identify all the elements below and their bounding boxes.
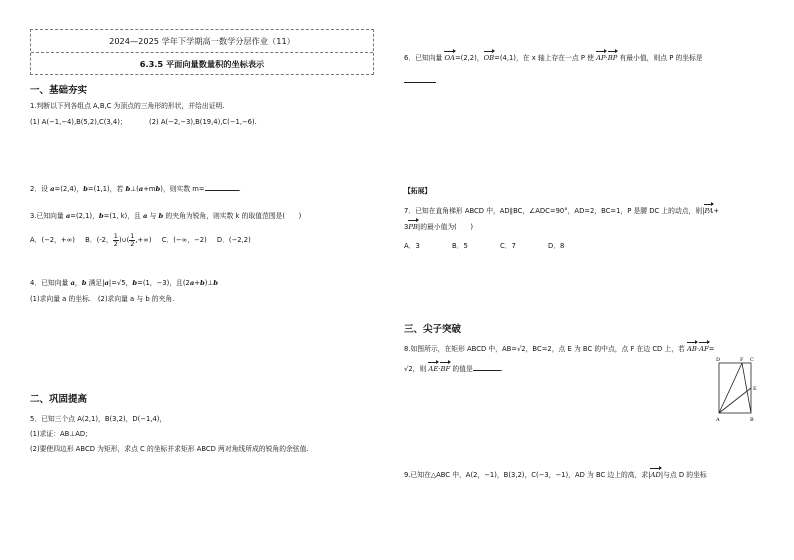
question-7-stem-2	[404, 222, 473, 232]
q2-text: =(2,4)，	[54, 185, 84, 193]
question-9	[404, 470, 707, 480]
q2-text: +m	[143, 185, 156, 193]
vector-a: a	[65, 212, 71, 220]
q2-text: =(1,1)，若	[87, 185, 126, 193]
sqrt-5: √5	[116, 279, 126, 287]
q7-text: 7．已知在直角梯形 ABCD 中，AD∥BC，∠ADC=90°，AD=2，BC=1，P 是腰 DC 上的动点，则|	[404, 207, 705, 215]
answer-blank[interactable]	[205, 183, 239, 191]
vector-b: b	[199, 279, 205, 287]
label-a: A	[716, 417, 720, 423]
question-5-part-1: (1)求证：AB⊥AD；	[30, 430, 92, 438]
vector-bf: BF	[440, 365, 451, 373]
q3-text: =(2,1)，	[70, 212, 99, 220]
vector-b: b	[81, 279, 87, 287]
q7-text: 3	[404, 223, 409, 231]
q3-text: 的夹角为锐角，则实数 k 的取值范围是( )	[163, 212, 302, 220]
question-7-options	[404, 241, 596, 251]
question-1-stem: 1.判断以下列各组点 A,B,C 为顶点的三角形的形状，并给出证明.	[30, 102, 225, 110]
q6-text: =(2,2)，	[454, 54, 484, 62]
q2-text: .	[238, 185, 241, 193]
section-advanced: 三、尖子突破	[404, 324, 462, 335]
vector-a: a	[50, 185, 55, 193]
vector-pb: PB	[408, 223, 418, 231]
vector-a: a	[104, 279, 109, 287]
option-b-text: )∪(	[118, 236, 130, 244]
vector-ap: AP	[596, 54, 606, 62]
q8-text: 8.如图所示，在矩形 ABCD 中，AB=	[404, 345, 517, 353]
worksheet-title: 2024—2025 学年下学期高一数学分层作业（11）	[31, 30, 373, 53]
q9-text: |与点 D 的坐标	[660, 471, 707, 479]
option-a[interactable]: A．(−2，+∞)	[30, 236, 75, 244]
worksheet-title-box	[30, 29, 374, 75]
vector-b: b	[155, 185, 161, 193]
question-4-stem	[30, 278, 218, 288]
option-c[interactable]: C．7	[500, 242, 516, 250]
vector-ab: AB	[687, 345, 697, 353]
q1-part1-text: (1) A(−1,−4),B(5,2),C(3,4)；	[30, 118, 127, 126]
q8-text: ·	[696, 345, 700, 353]
vector-b: b	[132, 279, 138, 287]
vector-bp: BP	[607, 54, 618, 62]
vector-af: AF	[699, 345, 709, 353]
q6-text: =(4,1)，在 x 轴上存在一点 P 使	[494, 54, 597, 62]
denominator: 2	[130, 239, 135, 248]
q4-text: ，	[125, 279, 133, 287]
vector-b: b	[98, 212, 104, 220]
q6-text: 6．已知向量	[404, 54, 445, 62]
vector-b: b	[158, 212, 164, 220]
q2-text: 2．设	[30, 185, 51, 193]
vector-oa: OA	[444, 54, 455, 62]
denominator: 2	[113, 239, 118, 248]
question-3-stem	[30, 211, 301, 221]
sqrt-2: √2	[404, 365, 413, 373]
q8-text: ·	[438, 365, 441, 373]
segment-bf	[742, 363, 751, 413]
q7-text: |的最小值为( )	[417, 223, 474, 231]
option-d[interactable]: D．(−2,2)	[216, 236, 251, 244]
question-8-stem	[404, 344, 714, 354]
q4-text: =(1，−3)，且(2	[137, 279, 190, 287]
label-c: C	[750, 357, 754, 363]
q8-text: .	[500, 365, 503, 373]
option-d[interactable]: D．8	[548, 242, 565, 250]
q6-text: ·	[605, 54, 608, 62]
vector-ob: OB	[483, 54, 495, 62]
label-b: B	[750, 417, 754, 423]
sqrt-2: √2	[516, 345, 526, 353]
question-4-subparts: (1)求向量 a 的坐标. (2)求向量 a 与 b 的夹角.	[30, 295, 175, 303]
option-b-text: ,+∞)	[135, 236, 152, 244]
option-b[interactable]	[85, 232, 151, 248]
option-a[interactable]: A．3	[404, 242, 420, 250]
answer-blank[interactable]	[473, 363, 501, 371]
q4-text: |=	[108, 279, 117, 287]
q4-text: ，	[74, 279, 82, 287]
rectangle-figure	[712, 355, 762, 425]
label-f: F	[740, 357, 744, 363]
section-consolidate: 二、巩固提高	[30, 394, 88, 405]
vector-a: a	[70, 279, 75, 287]
vector-b: b	[125, 185, 131, 193]
section-expand: 【拓展】	[404, 187, 432, 195]
q9-text: 9.已知在△ABC 中，A(2，−1)，B(3,2)，C(−3，−1)，AD 为 BC 边上的高，求|	[404, 471, 651, 479]
question-5-stem: 5．已知三个点 A(2,1)，B(3,2)，D(−1,4)，	[30, 415, 167, 423]
label-e: E	[753, 386, 757, 392]
vector-ad: AD	[650, 471, 661, 479]
label-d: D	[716, 357, 721, 363]
segment-ae	[719, 388, 751, 413]
question-1-part-1	[30, 117, 257, 127]
q8-text: ，BC=2，点 E 为 BC 的中点，点 F 在边 CD 上，若	[525, 345, 688, 353]
lesson-title: 6.3.5 平面向量数量积的坐标表示	[139, 59, 265, 69]
vector-pa: PA	[704, 207, 714, 215]
q7-text: +	[713, 207, 720, 215]
q1-part2-text: (2) A(−2,−3),B(19,4),C(−1,−6).	[149, 118, 257, 126]
option-c[interactable]: C．(−∞，−2)	[161, 236, 207, 244]
vector-ae: AE	[428, 365, 439, 373]
q4-text: 4．已知向量	[30, 279, 71, 287]
question-2	[30, 183, 241, 194]
q4-text: )⊥	[204, 279, 214, 287]
q2-text: )，则实数 m=	[160, 185, 205, 193]
q3-text: 与	[147, 212, 159, 220]
numerator: 1	[130, 231, 135, 240]
vector-a: a	[138, 185, 144, 193]
vector-b: b	[83, 185, 88, 193]
segment-af	[719, 363, 742, 413]
q3-text: =(1, k)，且	[103, 212, 143, 220]
question-8-stem-2	[404, 363, 503, 374]
q6-text: 有最小值，则点 P 的坐标是	[617, 54, 703, 62]
vector-b: b	[213, 279, 219, 287]
option-b-text: B．(-2，	[85, 236, 113, 244]
numerator: 1	[113, 231, 118, 240]
question-3-options	[30, 232, 259, 248]
q8-text: =	[708, 345, 715, 353]
q8-text: ，则	[412, 365, 429, 373]
q4-text: +	[194, 279, 200, 287]
vector-a: a	[142, 212, 148, 220]
q4-text: 满足|	[86, 279, 105, 287]
section-basic: 一、基础夯实	[30, 85, 88, 96]
question-5-part-2: (2)要使四边形 ABCD 为矩形，求点 C 的坐标并求矩形 ABCD 两对角线所成的锐角的余弦值.	[30, 445, 309, 453]
option-b[interactable]: B．5	[452, 242, 468, 250]
vector-a: a	[189, 279, 195, 287]
q2-text: ⊥(	[130, 185, 139, 193]
q3-text: 3.已知向量	[30, 212, 66, 220]
answer-blank[interactable]	[404, 68, 436, 87]
question-7-stem	[404, 206, 719, 216]
q8-text: 的值是	[450, 365, 473, 373]
question-6	[404, 53, 703, 63]
answer-blank-line	[404, 75, 436, 83]
